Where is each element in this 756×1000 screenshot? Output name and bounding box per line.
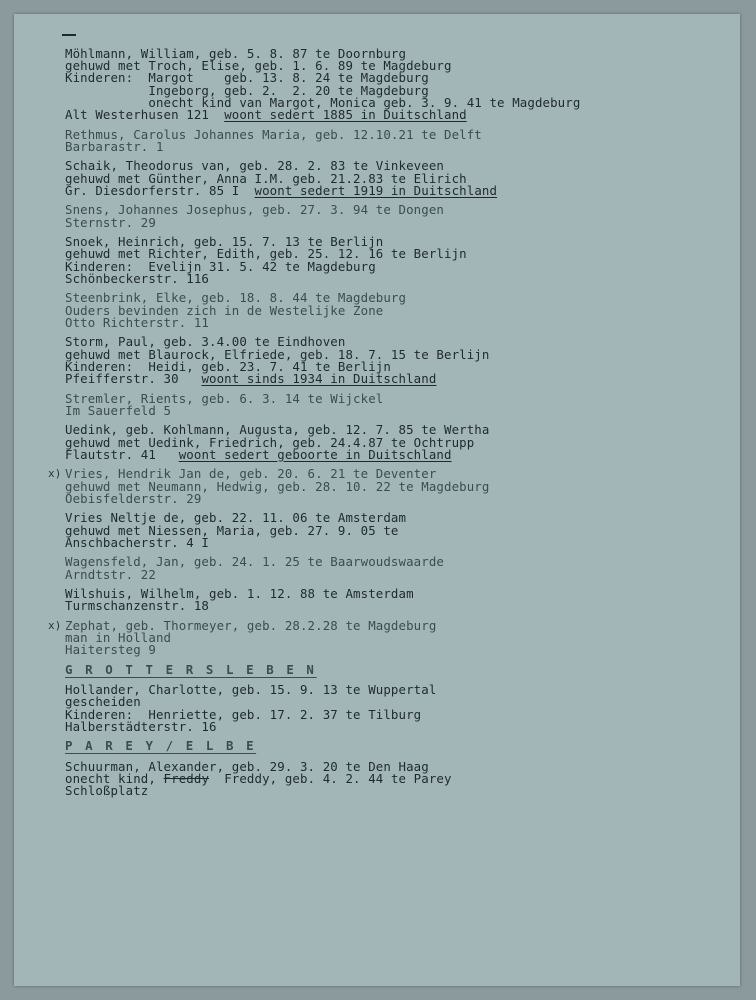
residence-note: woont sinds 1934 in Duitschland xyxy=(201,371,437,387)
annotation-mark: x) xyxy=(48,467,62,481)
register-section-parey xyxy=(65,758,735,799)
entry-text: Storm, Paul, geb. 3.4.00 te Eindhoven xyxy=(65,334,346,350)
person-entry xyxy=(65,204,735,228)
annotation-mark: x) xyxy=(48,619,62,632)
entry-text: gescheiden xyxy=(65,694,141,710)
entry-text: gehuwd met Richter, Edith, geb. 25. 12. 16 te Berlijn xyxy=(65,246,467,262)
entry-text: Freddy, geb. 4. 2. 44 te Parey xyxy=(209,770,452,786)
entry-line xyxy=(65,138,735,154)
entry-text: Kinderen: Margot geb. 13. 8. 24 te Magdeburg xyxy=(65,70,429,86)
entry-line xyxy=(65,204,735,216)
entry-text: Kinderen: Evelijn 31. 5. 42 te Magdeburg xyxy=(65,258,376,274)
entry-text: Kinderen: Henriette, geb. 17. 2. 37 te Tilburg xyxy=(65,706,422,722)
entry-line xyxy=(65,785,735,797)
entry-text: Pfeifferstr. 30 xyxy=(65,371,202,387)
entry-text: gehuwd met Neumann, Hedwig, geb. 28. 10. 22 te Magdeburg xyxy=(65,478,490,494)
entry-text: Im Sauerfeld 5 xyxy=(65,402,172,418)
entry-text: Snoek, Heinrich, geb. 15. 7. 13 te Berlijn xyxy=(65,234,384,250)
entry-text: Möhlmann, William, geb. 5. 8. 87 te Doornburg xyxy=(65,46,407,61)
residence-note: woont sedert geboorte in Duitschland xyxy=(178,446,452,462)
entry-text: Haitersteg 9 xyxy=(65,642,156,658)
entry-text: gehuwd met Niessen, Maria, geb. 27. 9. 05 te xyxy=(65,522,399,538)
entry-line xyxy=(65,632,735,644)
entry-text: onecht kind van Margot, Monica geb. 3. 9. 41 te Magdeburg xyxy=(65,94,581,110)
person-entry xyxy=(65,588,735,612)
entry-text: Wagensfeld, Jan, geb. 24. 1. 25 te Baarwoudswaarde xyxy=(65,554,444,570)
entry-text: Gr. Diesdorferstr. 85 I xyxy=(65,182,255,198)
entry-text: Ouders bevinden zich in de Westelijke Zone xyxy=(65,302,384,318)
struck-text: Freddy xyxy=(163,770,210,786)
entry-text: gehuwd met Uedink, Friedrich, geb. 24.4.87 te Ochtrupp xyxy=(65,434,475,450)
entry-line xyxy=(65,534,735,550)
entry-line xyxy=(65,109,735,121)
section-heading-parey: P A R E Y / E L B E xyxy=(65,738,257,754)
entry-text: Sternstr. 29 xyxy=(65,214,156,230)
entry-text: Anschbacherstr. 4 I xyxy=(65,534,210,550)
person-entry xyxy=(65,160,735,197)
entry-text: Zephat, geb. Thormeyer, geb. 28.2.28 te Magdeburg xyxy=(65,618,437,633)
entry-text: Hollander, Charlotte, geb. 15. 9. 13 te Wuppertal xyxy=(65,682,437,698)
entry-text: Oebisfelderstr. 29 xyxy=(65,490,202,506)
entry-line xyxy=(65,600,735,612)
entry-line xyxy=(65,446,735,462)
residence-note: woont sedert 1919 in Duitschland xyxy=(254,182,498,198)
person-entry xyxy=(65,336,735,385)
entry-text: Barbarastr. 1 xyxy=(65,138,164,154)
entry-line xyxy=(65,566,735,582)
person-entry xyxy=(65,512,735,549)
entry-text: Alt Westerhusen 121 xyxy=(65,107,225,123)
person-entry xyxy=(65,236,735,285)
entry-line xyxy=(65,314,735,330)
entry-line xyxy=(65,770,735,786)
entry-line xyxy=(65,556,735,568)
entry-text: Rethmus, Carolus Johannes Maria, geb. 12.10.21 te Delft xyxy=(65,126,482,142)
person-entry xyxy=(65,684,735,733)
entry-text: Snens, Johannes Josephus, geb. 27. 3. 94 te Dongen xyxy=(65,202,444,218)
entry-text: Steenbrink, Elke, geb. 18. 8. 44 te Magdeburg xyxy=(65,290,407,306)
entry-text: Flautstr. 41 xyxy=(65,446,179,462)
person-entry xyxy=(48,618,735,658)
entry-text: Arndtstr. 22 xyxy=(65,566,156,582)
person-entry xyxy=(65,758,735,799)
entry-line xyxy=(65,126,735,142)
person-entry xyxy=(65,556,735,580)
entry-text: onecht kind, xyxy=(65,770,164,786)
entry-text: Vries, Hendrik Jan de, geb. 20. 6. 21 te Deventer xyxy=(65,466,437,482)
entry-line xyxy=(65,718,735,734)
entry-text: Stremler, Rients, geb. 6. 3. 14 te Wijckel xyxy=(65,390,384,406)
entry-text: Uedink, geb. Kohlmann, Augusta, geb. 12. 7. 85 te Wertha xyxy=(65,422,490,438)
entry-line xyxy=(65,684,735,696)
entry-text: Turmschanzenstr. 18 xyxy=(65,598,210,614)
person-entry xyxy=(65,424,735,461)
entry-text: Otto Richterstr. 11 xyxy=(65,314,210,330)
entry-text: Ingeborg, geb. 2. 2. 20 te Magdeburg xyxy=(65,82,429,98)
entry-text: gehuwd met Günther, Anna I.M. geb. 21.2.83 te Elirich xyxy=(65,170,467,186)
entry-text: Vries Neltje de, geb. 22. 11. 06 te Amsterdam xyxy=(65,510,407,526)
entry-line xyxy=(65,490,735,506)
entry-text: gehuwd met Troch, Elise, geb. 1. 6. 89 te Magdeburg xyxy=(65,58,452,74)
section-heading-groetersleben: G R O T T E R S L E B E N xyxy=(65,662,317,677)
entry-text: Schloßplatz xyxy=(65,783,149,799)
entry-line xyxy=(65,214,735,230)
entry-text: Schaik, Theodorus van, geb. 28. 2. 83 te Vinkeveen xyxy=(65,158,444,174)
residence-note: woont sedert 1885 in Duitschland xyxy=(224,107,467,123)
entry-line xyxy=(65,270,735,286)
entry-text: gehuwd met Blaurock, Elfriede, geb. 18. 7. 15 te Berlijn xyxy=(65,346,490,362)
ink-dash-mark xyxy=(62,34,76,36)
entry-line xyxy=(65,182,735,198)
register-list xyxy=(48,46,735,805)
person-entry xyxy=(48,466,735,506)
entry-text: Schönbeckerstr. 116 xyxy=(65,270,210,286)
entry-text: man in Holland xyxy=(65,630,172,646)
entry-line xyxy=(65,373,735,385)
person-entry xyxy=(65,126,735,154)
person-entry xyxy=(65,48,735,121)
person-entry xyxy=(65,390,735,418)
document-page xyxy=(14,14,740,986)
register-section-groetersleben xyxy=(65,684,735,733)
entry-text: Schuurman, Alexander, geb. 29. 3. 20 te Den Haag xyxy=(65,758,429,774)
entry-text: Halberstädterstr. 16 xyxy=(65,718,217,734)
register-section-magdeburg xyxy=(48,46,735,658)
entry-line xyxy=(65,644,735,656)
entry-text: Kinderen: Heidi, geb. 23. 7. 41 te Berlijn xyxy=(65,358,391,374)
entry-text: Wilshuis, Wilhelm, geb. 1. 12. 88 te Amsterdam xyxy=(65,586,414,602)
person-entry xyxy=(65,292,735,329)
entry-line xyxy=(65,402,735,418)
